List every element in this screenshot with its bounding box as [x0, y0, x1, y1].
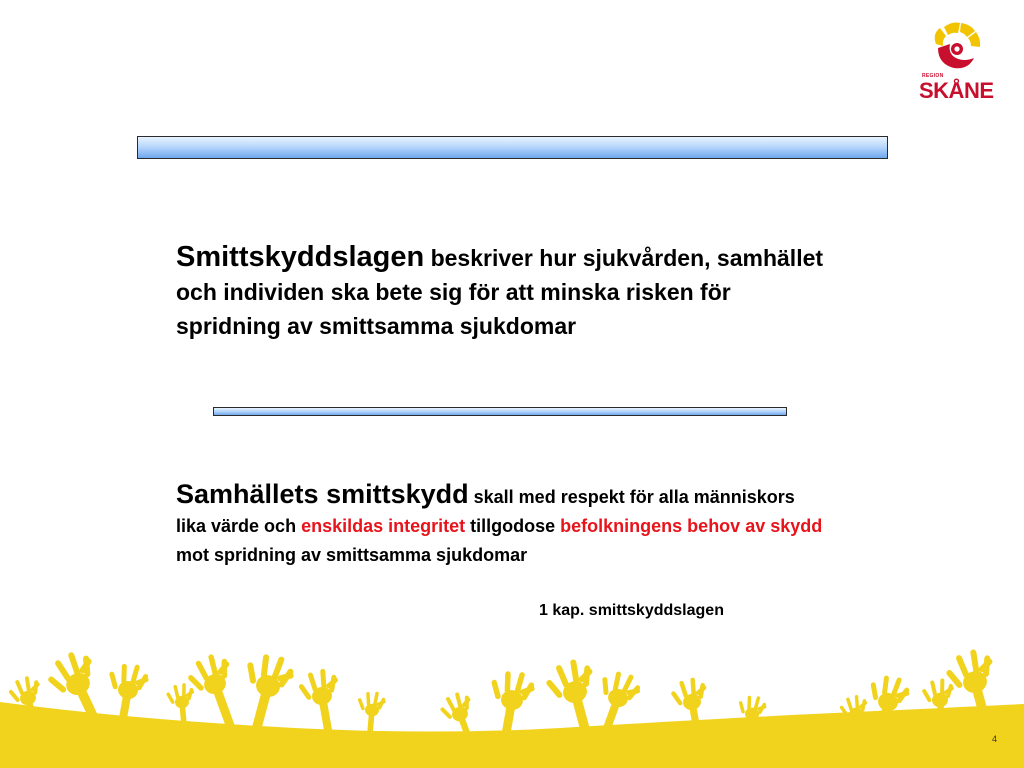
source-citation: 1 kap. smittskyddslagen: [539, 602, 724, 619]
middle-gradient-bar: [213, 407, 787, 416]
paragraph2-part1: skall med respekt för alla människors lika värde och: [176, 487, 795, 536]
logo-skane-text: SKÅNE: [919, 78, 994, 103]
paragraph1-text: beskriver hur sjukvården, samhället och individen ska bete sig för att minska risken för spridning av smittsamma sjukdomar: [176, 245, 824, 339]
page-number: 4: [992, 734, 998, 744]
paragraph2-part3: mot spridning av smittsamma sjukdomar: [176, 545, 528, 565]
paragraph-samhallets-smittskydd: [176, 480, 826, 570]
logo-region-text: REGION: [922, 73, 944, 79]
sun-hand-icon: [930, 22, 986, 74]
paragraph1-lead: Smittskyddslagen: [176, 241, 425, 273]
hands-ground-decoration: [0, 640, 1024, 768]
top-gradient-bar: [137, 136, 888, 159]
paragraph2-highlight-integrity: enskildas integritet: [301, 516, 466, 536]
paragraph2-part2: tillgodose: [470, 516, 556, 536]
region-skane-logo: [916, 22, 1000, 103]
paragraph-smittskyddslagen: [176, 240, 836, 343]
paragraph2-lead: Samhällets smittskydd: [176, 479, 469, 509]
paragraph2-highlight-protection: befolkningens behov av skydd: [560, 516, 823, 536]
